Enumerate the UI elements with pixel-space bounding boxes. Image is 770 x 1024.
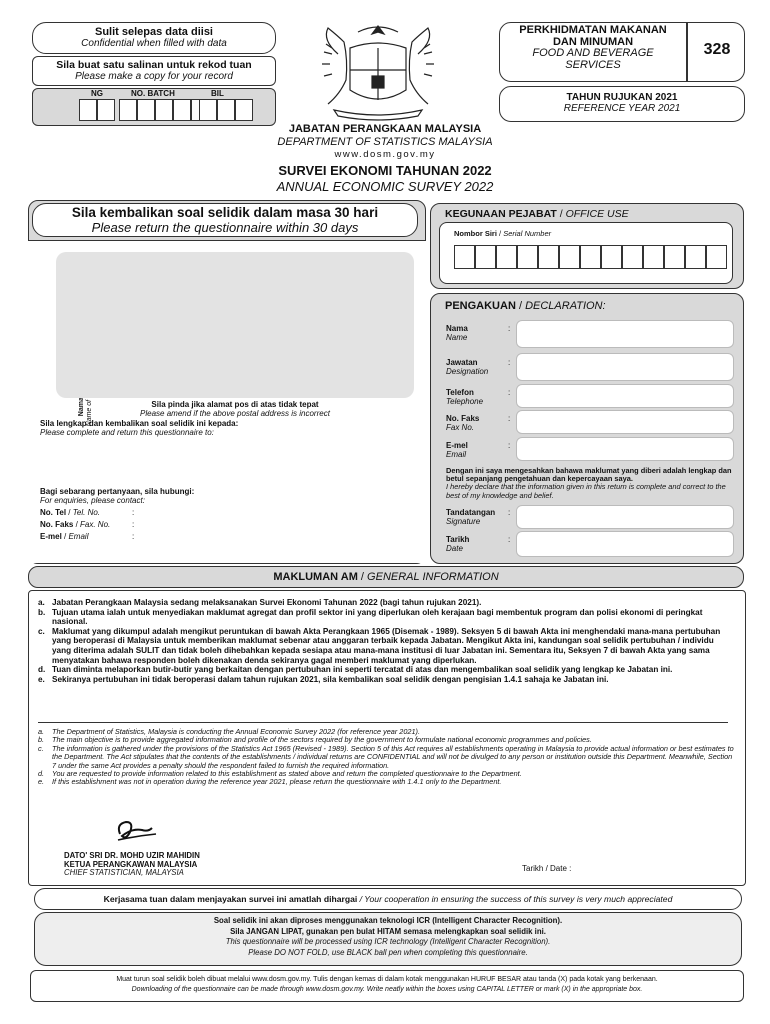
gi-bm-c: Maklumat yang dikumpul adalah mengikut peruntukan di bawah Akta Perangkaan 1965 (Disemak - 1989). Seksyen 5 di bawah Akta ini menghendaki mana-mana pertubuhan yang beroperasi di Malaysia untuk memberikan maklumat sebenar atau anggaran terbaik kepada Jabatan. Mengikut Akta ini, kandungan soal selidik pertubuhan / individu yang diterima adalah SULIT dan tidak boleh dihebahkan kepada sesiapa atau mana-mana institusi di luar Jabatan ini. Sementara itu, Seksyen 7 di bawah Akta yang sama menyatakan bahawa responden boleh dikenakan denda sekiranya gagal memberi maklumat yang diperlukan.: [52, 626, 721, 665]
icr-line-4: Please DO NOT FOLD, use BLACK ball pen when completing this questionnaire.: [248, 947, 528, 957]
cooperation-en: / Your cooperation in ensuring the success of this survey is very much appreciated: [359, 894, 673, 904]
office-use-title-bm: KEGUNAAN PEJABAT: [445, 208, 557, 220]
general-info-divider: [38, 722, 728, 723]
gi-bm-e: Sekiranya pertubuhan ini tidak beroperasi dalam tahun rujukan 2021, sila kembalikan soal selidik dengan pengisian 1.4.1 sahaja ke Jabatan ini.: [52, 674, 609, 684]
return-to-en: Please complete and return this questionnaire to:: [40, 428, 214, 437]
decl-telephone-en: Telephone: [446, 397, 484, 406]
icr-line-3: This questionnaire will be processed using ICR technology (Intelligent Character Recognition).: [225, 937, 551, 946]
serial-number-cells[interactable]: [454, 245, 727, 269]
copy-notice-bm: Sila buat satu salinan untuk rekod tuan: [56, 59, 252, 71]
decl-email-bm: E-mel: [446, 441, 468, 450]
decl-fax-en: Fax No.: [446, 423, 475, 432]
form-code: 328: [703, 41, 731, 58]
decl-fax-field[interactable]: [516, 410, 734, 434]
copy-notice-box: [32, 56, 276, 86]
confidential-box: [32, 22, 276, 54]
decl-signature-bm: Tandatangan: [446, 508, 496, 517]
ng-label: NG: [91, 89, 103, 98]
confidential-label-bm: Sulit selepas data diisi: [95, 26, 213, 38]
chief-statistician-signature: [112, 814, 162, 844]
gi-en-a: The Department of Statistics, Malaysia is conducting the Annual Economic Survey 2022 (for reference year 2021).: [52, 727, 421, 736]
email-label-en: Email: [68, 532, 89, 541]
gi-bm-a: Jabatan Perangkaan Malaysia sedang melaksanakan Survei Ekonomi Tahunan 2022 (bagi tahun rujukan 2021).: [52, 598, 482, 607]
gi-en-c: The information is gathered under the provisions of the Statistics Act 1965 (Revised - 1989). Section 5 of this Act requires all establishments operating in Malaysia to provide actual information or best estimates to the Department. The Act stipulates that the contents of the establishments / individual returns are CONFIDENTIAL and will not be divulged to any person or institution outside this Department. Meanwhile, Section 7 under the same Act provides a penalty should the respondent failed to furnish the required information.: [52, 743, 734, 770]
department-name-bm: JABATAN PERANGKAAN MALAYSIA: [288, 123, 482, 135]
general-info-list-bm: a. Jabatan Perangkaan Malaysia sedang melaksanakan Survei Ekonomi Tahunan 2022 (bagi tahun rujukan 2021). b. Tujuan utama ialah untuk menyediakan maklumat agregat dan profil sektor ini yang diperlukan oleh kerajaan bagi membentuk program dan polisi ekonomi di peringkat nasional. c. Maklumat yang dikumpul adalah mengikut peruntukan di bawah Akta Perangkaan 1965 (Disemak - 1989). Seksyen 5 di bawah Akta ini menghendaki mana-mana pertubuhan yang beroperasi di Malaysia untuk memberikan maklumat sebenar atau anggaran terbaik kepada Jabatan. Mengikut Akta ini, kandungan soal selidik pertubuhan / individu yang diterima adalah SULIT dan tidak boleh dihebahkan kepada sesiapa atau mana-mana institusi di luar Jabatan ini. Sementara itu, Seksyen 7 di bawah Akta yang sama menyatakan bahawa responden boleh dikenakan denda sekiranya gagal memberi maklumat yang diperlukan. d. Tuan diminta melaporkan butir-butir yang berkaitan dengan pertubuhan ini seperti tercatat di atas dan mengembalikan soal selidik yang lengkap ke Jabatan ini. e. Sekiranya pertubuhan ini tidak beroperasi dalam tahun rujukan 2021, sila kembalikan soal selidik dengan pengisian 1.4.1 sahaja ke Jabatan ini.: [38, 598, 734, 684]
tel-label-en: Tel. No.: [72, 508, 101, 517]
sector-title-en-2: SERVICES: [565, 58, 621, 71]
icr-line-1: Soal selidik ini akan diproses menggunakan teknologi ICR (Intelligent Character Recognition).: [213, 916, 563, 925]
amend-address-en: Please amend if the above postal address is incorrect: [140, 409, 330, 418]
serial-number-bm: Nombor Siri: [454, 229, 497, 238]
cooperation-bm: Kerjasama tuan dalam menjayakan survei ini amatlah dihargai: [103, 894, 358, 904]
confidential-label-en: Confidential when filled with data: [81, 38, 227, 49]
gi-en-d: You are requested to provide information related to this establishment as stated above and return the completed questionnaire to the Department.: [52, 769, 522, 779]
icr-line-2: Sila JANGAN LIPAT, gunakan pen bulat HITAM semasa melengkapkan soal selidik ini.: [230, 926, 546, 936]
bil-cells[interactable]: [199, 99, 253, 121]
return-notice-box: [32, 203, 418, 237]
declaration-title-en: DECLARATION:: [525, 300, 606, 312]
bil-label: BIL: [211, 89, 224, 98]
sector-title-bm-1: PERKHIDMATAN MAKANAN: [519, 24, 667, 36]
reference-year-bm: TAHUN RUJUKAN 2021: [566, 92, 678, 103]
sector-title-bm-2: DAN MINUMAN: [552, 35, 634, 48]
sector-title-en-1: FOOD AND BEVERAGE: [532, 47, 654, 59]
general-info-header: MAKLUMAN AM / GENERAL INFORMATION: [28, 566, 744, 588]
department-website: www.dosm.gov.my: [334, 149, 436, 160]
signer-title-en: CHIEF STATISTICIAN, MALAYSIA: [64, 868, 184, 878]
general-info-list-en: a. The Department of Statistics, Malaysia is conducting the Annual Economic Survey 2022 (for reference year 2021). b. The main objective is to provide aggregated information and profile of the sectors required by the government to formulate national economic programmes and policies. c. The information is gathered under the provisions of the Statistics Act 1965 (Revised - 1989). Section 5 of this Act requires all establishments operating in Malaysia to provide actual information or best estimates to the Department. The Act stipulates that the contents of the establishments / individual returns are CONFIDENTIAL and will not be divulged to any person or institution outside this Department. Meanwhile, Section 7 under the same Act provides a penalty should the respondent failed to furnish the required information. d. You are requested to provide information related to this establishment as stated above and return the completed questionnaire to the Department. e. If this establishment was not in operation during the reference year 2021, please return the questionnaire with 1.4.1 only to the Department.: [38, 727, 734, 787]
signer-title-bm: KETUA PERANGKAWAN MALAYSIA: [64, 859, 198, 869]
email-label-bm: E-mel: [40, 532, 62, 541]
coat-of-arms-logo: [298, 20, 458, 124]
icr-notice-box: [34, 912, 742, 966]
declaration-panel: PENGAKUAN / DECLARATION:: [430, 293, 744, 564]
issue-date-label: Tarikh / Date :: [522, 864, 572, 873]
sector-box: [499, 22, 745, 82]
footer-en: Downloading of the questionnaire can be made through www.dosm.gov.my. Write neatly within the boxes using CAPITAL LETTER or mark (X) in the appropriate box.: [131, 986, 643, 993]
decl-name-field[interactable]: [516, 320, 734, 348]
signer-name: DATO' SRI DR. MOHD UZIR MAHIDIN: [64, 851, 200, 860]
reference-year-box: [499, 86, 745, 122]
decl-telephone-bm: Telefon: [446, 388, 474, 397]
decl-email-en: Email: [446, 450, 467, 459]
decl-designation-en: Designation: [446, 367, 489, 376]
declaration-statement-bm: Dengan ini saya mengesahkan bahawa maklumat yang diberi adalah lengkap dan betul sepanjang pengetahuan dan kepercayaan saya.: [446, 466, 732, 484]
enquiry-en: For enquiries, please contact:: [40, 496, 145, 505]
declaration-statement-en: I hereby declare that the information given in this return is complete and correct to the best of my knowledge and belief.: [446, 482, 726, 500]
decl-date-field[interactable]: [516, 531, 734, 557]
fax-label-en: Fax. No.: [80, 520, 111, 529]
decl-fax-bm: No. Faks: [446, 414, 480, 423]
serial-number-en: Serial Number: [503, 229, 552, 238]
footer-bm: Muat turun soal selidik boleh dibuat melalui www.dosm.gov.my. Tulis dengan kemas di dalam kotak menggunakan HURUF BESAR atau tanda (X) pada kotak yang berkenaan.: [116, 976, 658, 983]
cooperation-box: [34, 888, 742, 910]
decl-signature-en: Signature: [446, 517, 481, 526]
enquiry-bm: Bagi sebarang pertanyaan, sila hubungi:: [40, 487, 195, 496]
decl-email-field[interactable]: [516, 437, 734, 461]
office-use-panel: KEGUNAAN PEJABAT / OFFICE USE Nombor Siri / Serial Number: [430, 203, 744, 289]
return-notice-bm: Sila kembalikan soal selidik dalam masa 30 hari: [71, 205, 379, 220]
decl-designation-field[interactable]: [516, 353, 734, 381]
survey-title-en: ANNUAL ECONOMIC SURVEY 2022: [276, 179, 494, 194]
decl-name-bm: Nama: [446, 324, 468, 333]
reference-year-en: REFERENCE YEAR 2021: [563, 103, 681, 114]
decl-date-en: Date: [446, 544, 463, 553]
footer-box: [30, 970, 744, 1002]
return-notice-en: Please return the questionnaire within 30 days: [91, 220, 359, 235]
office-use-title-en: OFFICE USE: [565, 208, 629, 220]
decl-designation-bm: Jawatan: [446, 358, 478, 367]
gi-en-e: If this establishment was not in operation during the reference year 2021, please return the questionnaire with 1.4.1 only to the Department.: [52, 777, 502, 787]
decl-signature-field[interactable]: [516, 505, 734, 529]
gi-bm-b: Tujuan utama ialah untuk menyediakan maklumat agregat dan profil sektor ini yang diperlukan oleh kerajaan bagi membentuk program dan polisi ekonomi di peringkat nasional.: [52, 607, 703, 627]
general-info-title-bm: MAKLUMAN AM: [273, 571, 358, 583]
fax-label-bm: No. Faks: [40, 520, 74, 529]
declaration-title-bm: PENGAKUAN: [445, 300, 516, 312]
decl-date-bm: Tarikh: [446, 535, 470, 544]
copy-notice-en: Please make a copy for your record: [75, 71, 233, 82]
return-to-bm: Sila lengkap dan kembalikan soal selidik ini kepada:: [40, 419, 239, 428]
decl-telephone-field[interactable]: [516, 384, 734, 408]
ng-cells[interactable]: [79, 99, 115, 121]
general-info-title-en: GENERAL INFORMATION: [367, 571, 499, 583]
tel-label-bm: No. Tel: [40, 508, 67, 517]
batch-cells[interactable]: [119, 99, 209, 121]
postal-address-area[interactable]: [56, 252, 414, 398]
decl-name-en: Name: [446, 333, 468, 342]
department-name-en: DEPARTMENT OF STATISTICS MALAYSIA: [277, 136, 493, 148]
batch-box: [32, 88, 276, 126]
gi-bm-d: Tuan diminta melaporkan butir-butir yang berkaitan dengan pertubuhan ini seperti tercatat di atas dan mengembalikan soal selidik yang lengkap ke Jabatan ini.: [52, 665, 673, 675]
batch-label: NO. BATCH: [131, 89, 175, 98]
gi-en-b: The main objective is to provide aggregated information and profile of the sectors required by the government to formulate national economic programmes and policies.: [52, 735, 592, 745]
survey-title-bm: SURVEI EKONOMI TAHUNAN 2022: [278, 163, 492, 178]
amend-address-bm: Sila pinda jika alamat pos di atas tidak tepat: [151, 400, 319, 409]
